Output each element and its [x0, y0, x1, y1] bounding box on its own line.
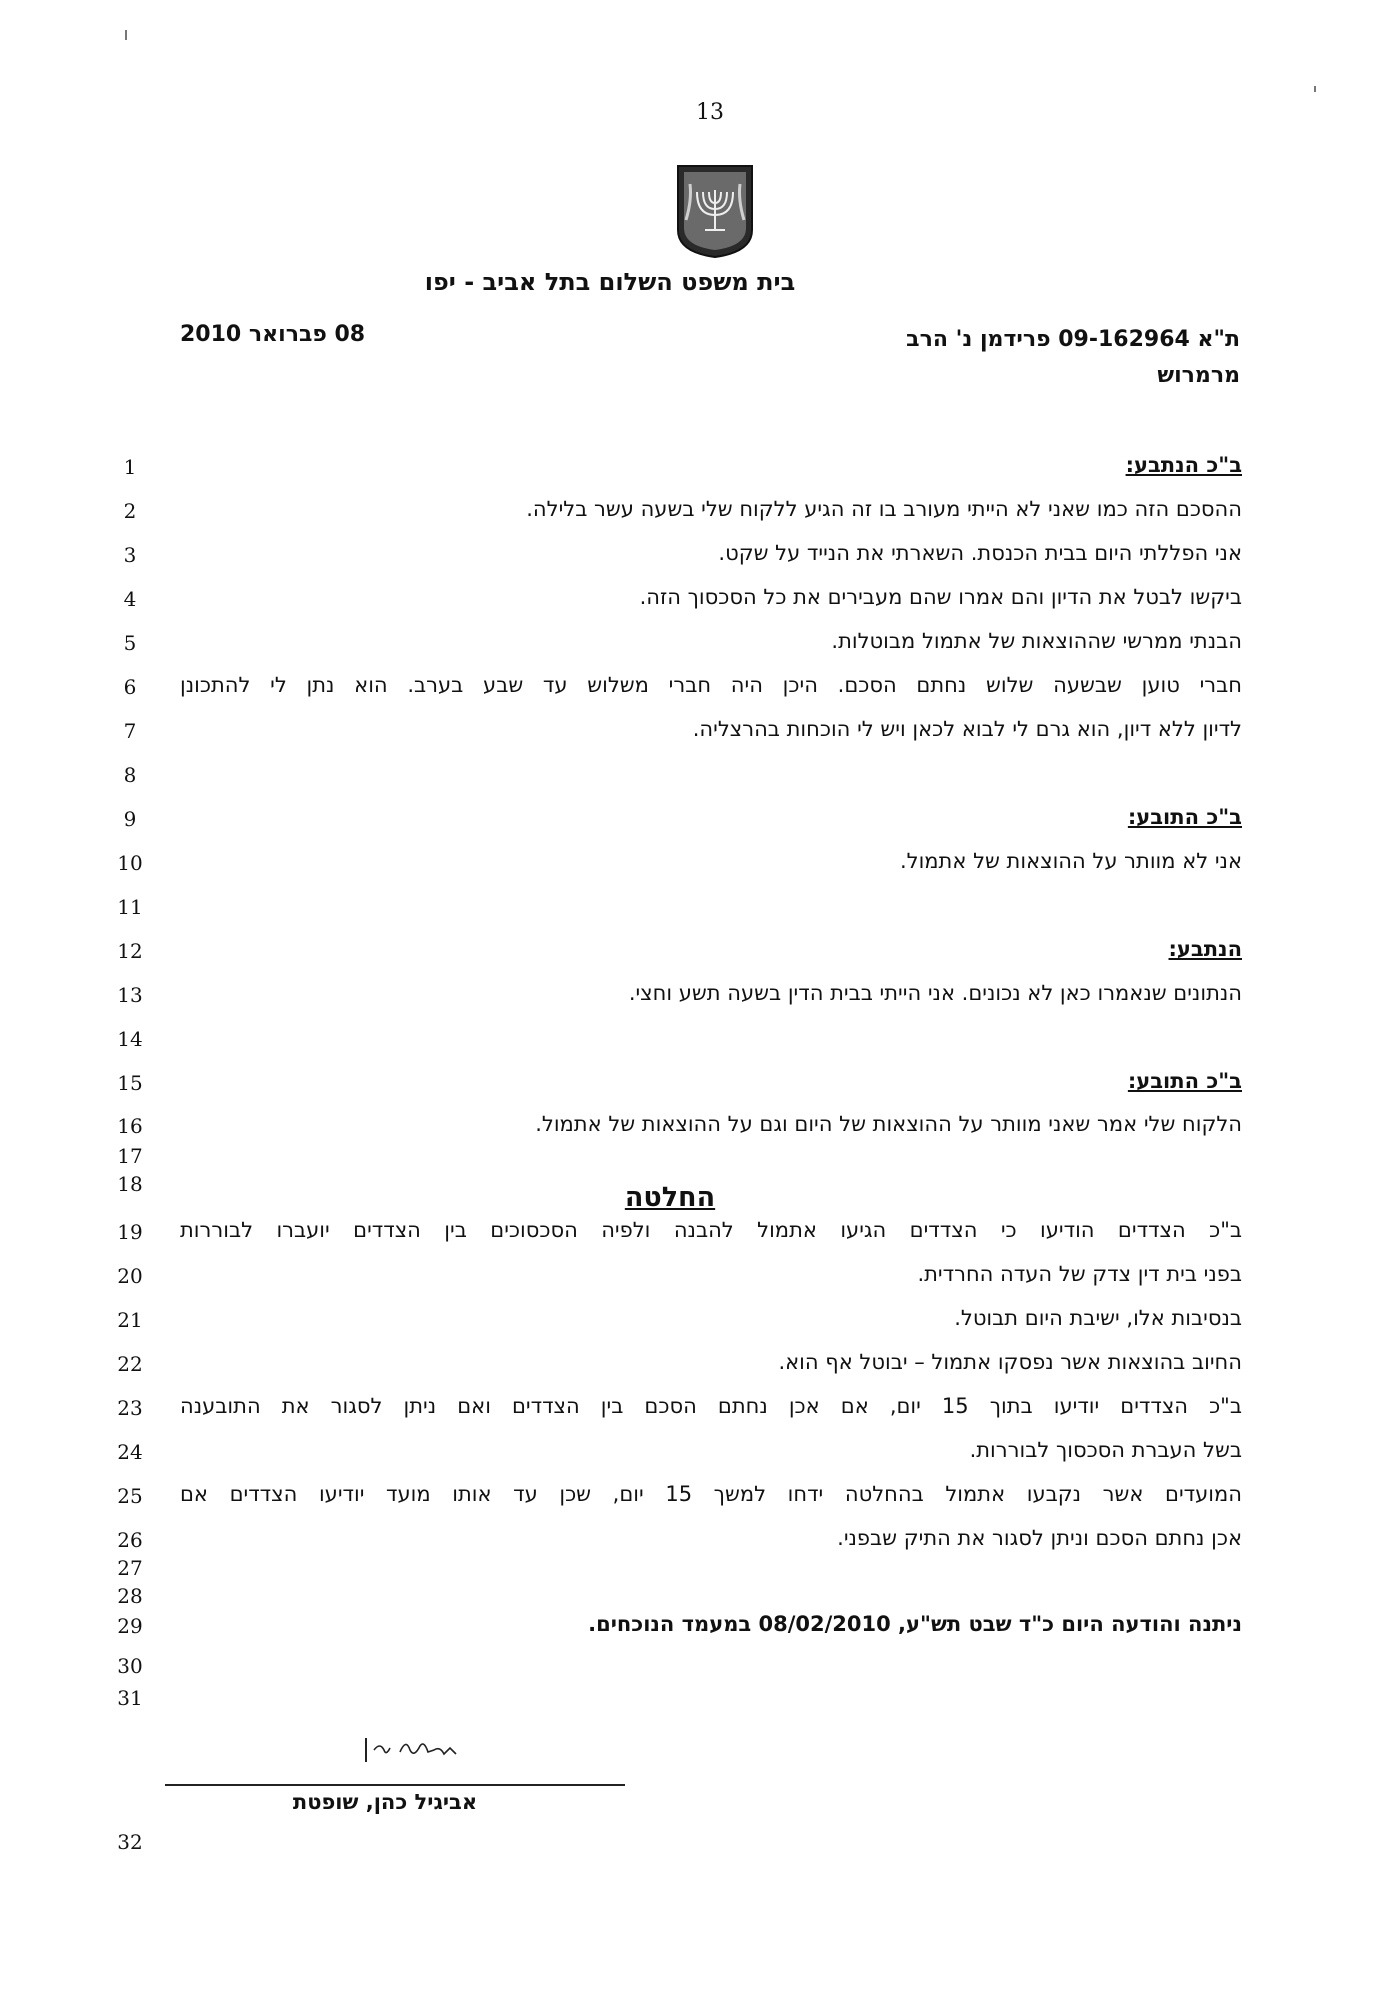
transcript-line: בנסיבות אלו, ישיבת היום תבוטל. [954, 1306, 1242, 1330]
hearing-date: 08 פברואר 2010 [180, 322, 366, 347]
transcript-line: החיוב בהוצאות אשר נפסקו אתמול – יבוטל אף הוא. [778, 1350, 1242, 1374]
transcript-line: ב"כ הצדדים יודיעו בתוך 15 יום, אם אכן נחתם הסכם בין הצדדים ואם ניתן לסגור את התובענה [180, 1394, 1242, 1418]
line-number: 23 [117, 1396, 143, 1420]
case-number: ת"א 09-162964 פרידמן נ' הרב [906, 327, 1240, 352]
page-number: 13 [696, 100, 724, 125]
line-number: 13 [117, 983, 143, 1007]
line-number: 16 [117, 1114, 143, 1138]
transcript-line: בפני בית דין צדק של העדה החרדית. [917, 1262, 1242, 1286]
line-number: 4 [123, 587, 137, 611]
line-number: 24 [117, 1440, 143, 1464]
line-number: 11 [117, 895, 143, 919]
transcript-line: אני לא מוותר על ההוצאות של אתמול. [899, 849, 1242, 873]
line-number: 17 [117, 1144, 143, 1168]
line-number: 31 [117, 1686, 143, 1710]
court-name: בית משפט השלום בתל אביב - יפו [424, 268, 796, 296]
line-number: 26 [117, 1528, 143, 1552]
scan-speck [1314, 86, 1316, 92]
line-number: 14 [117, 1027, 143, 1051]
case-header [800, 322, 1240, 394]
line-number: 1 [123, 455, 137, 479]
line-number: 3 [123, 543, 137, 567]
line-number: 19 [117, 1220, 143, 1244]
judge-signature [360, 1732, 480, 1768]
line-number: 7 [123, 719, 137, 743]
speaker-heading: הנתבע: [1168, 937, 1242, 961]
transcript-line: המועדים אשר נקבעו אתמול בהחלטה ידחו למשך 15 יום, שכן עד אותו מועד יודיעו הצדדים אם [180, 1482, 1242, 1506]
line-number: 5 [123, 631, 137, 655]
line-number: 2 [123, 499, 137, 523]
transcript-line: חברי טוען שבשעה שלוש נחתם הסכם. היכן היה חברי משלוש עד שבע בערב. הוא נתן לי להתכונן [180, 673, 1242, 697]
case-party: מרמרוש [1157, 363, 1240, 388]
given-statement: ניתנה והודעה היום כ"ד שבט תש"ע, 08/02/2010 במעמד הנוכחים. [588, 1612, 1242, 1636]
line-number: 27 [117, 1556, 143, 1580]
speaker-heading: ב"כ התובע: [1127, 1069, 1242, 1093]
transcript-line: אני הפללתי היום בבית הכנסת. השארתי את הנייד על שקט. [718, 541, 1242, 565]
transcript-line: ביקשו לבטל את הדיון והם אמרו שהם מעבירים את כל הסכסוך הזה. [639, 585, 1242, 609]
line-number: 10 [117, 851, 143, 875]
transcript-line: ההסכם הזה כמו שאני לא הייתי מעורב בו זה הגיע ללקוח שלי בשעה עשר בלילה. [526, 497, 1242, 521]
transcript-line: הנתונים שנאמרו כאן לא נכונים. אני הייתי בבית הדין בשעה תשע וחצי. [628, 981, 1242, 1005]
transcript-line: אכן נחתם הסכם וניתן לסגור את התיק שבפני. [837, 1526, 1242, 1550]
line-number: 28 [117, 1584, 143, 1608]
decision-heading: החלטה [624, 1182, 716, 1213]
line-number: 9 [123, 807, 137, 831]
judge-name: אביגיל כהן, שופטת [292, 1790, 478, 1814]
line-number: 22 [117, 1352, 143, 1376]
line-number: 21 [117, 1308, 143, 1332]
line-number: 12 [117, 939, 143, 963]
transcript-line: ב"כ הצדדים הודיעו כי הצדדים הגיעו אתמול להבנה ולפיה הסכסוכים בין הצדדים יועברו לבוררות [180, 1218, 1242, 1242]
line-number: 15 [117, 1071, 143, 1095]
transcript-line: בשל העברת הסכסוך לבוררות. [969, 1438, 1242, 1462]
speaker-heading: ב"כ התובע: [1127, 805, 1242, 829]
signature-line [165, 1784, 625, 1786]
speaker-heading: ב"כ הנתבע: [1125, 453, 1242, 477]
line-number: 30 [117, 1654, 143, 1678]
line-number: 20 [117, 1264, 143, 1288]
line-number: 25 [117, 1484, 143, 1508]
state-emblem-icon [670, 160, 760, 260]
transcript-line: הבנתי ממרשי שההוצאות של אתמול מבוטלות. [831, 629, 1242, 653]
line-number: 29 [117, 1614, 143, 1638]
transcript-line: לדיון ללא דיון, הוא גרם לי לבוא לכאן ויש לי הוכחות בהרצליה. [692, 717, 1242, 741]
scan-speck [125, 30, 127, 40]
line-number: 6 [123, 675, 137, 699]
line-number: 18 [117, 1172, 143, 1196]
line-number: 32 [117, 1830, 143, 1854]
line-number: 8 [123, 763, 137, 787]
transcript-line: הלקוח שלי אמר שאני מוותר על ההוצאות של היום וגם על ההוצאות של אתמול. [535, 1112, 1242, 1136]
